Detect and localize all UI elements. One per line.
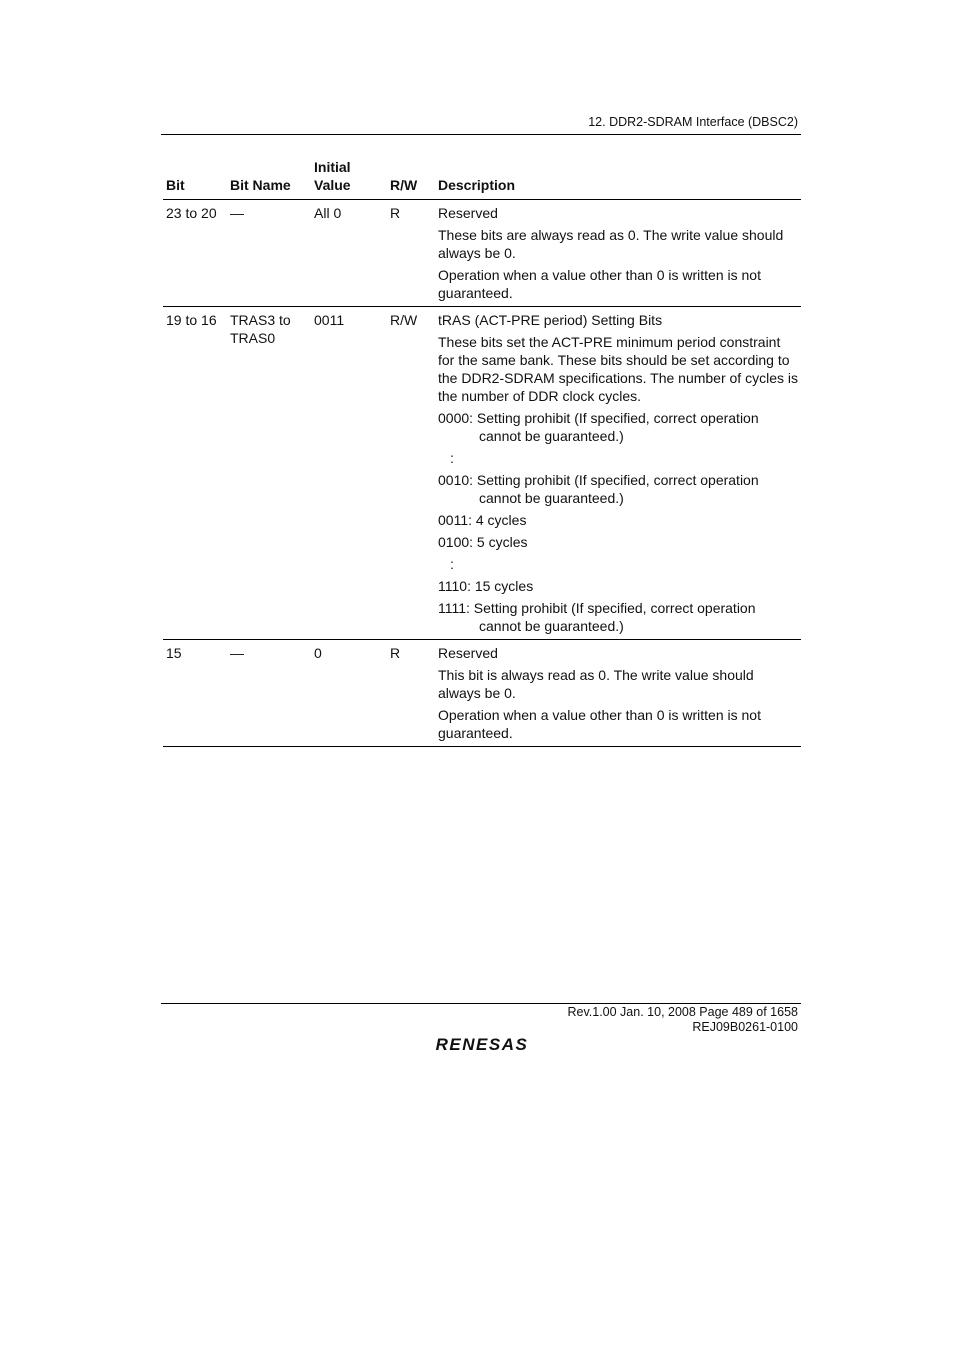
- desc-ellipsis: :: [450, 450, 454, 466]
- desc-line: Reserved: [438, 645, 498, 661]
- renesas-logo-text: RENESAS: [435, 1035, 529, 1054]
- desc-setting-item: 1110: 15 cycles: [438, 578, 534, 594]
- cell-rw: R/W: [387, 307, 435, 640]
- table-row: [163, 640, 801, 747]
- table-row: [163, 200, 801, 307]
- desc-line: Operation when a value other than 0 is written is not guaranteed.: [438, 267, 761, 301]
- desc-line: Reserved: [438, 205, 498, 221]
- desc-line: tRAS (ACT-PRE period) Setting Bits: [438, 312, 663, 328]
- col-rw: R/W: [387, 152, 435, 200]
- cell-initial: 0: [311, 640, 387, 747]
- cell-bit-name: —: [227, 200, 311, 307]
- col-description: Description: [435, 152, 801, 200]
- document-number: REJ09B0261-0100: [692, 1020, 798, 1034]
- cell-bit-name: TRAS3 to TRAS0: [227, 307, 311, 640]
- desc-setting-item: 0000: Setting prohibit (If specified, correct operation cannot be guaranteed.): [438, 410, 759, 444]
- col-initial-bottom: Value: [314, 177, 351, 193]
- cell-bit: 23 to 20: [163, 200, 227, 307]
- cell-rw: R: [387, 640, 435, 747]
- running-header: 12. DDR2-SDRAM Interface (DBSC2): [588, 115, 798, 129]
- desc-ellipsis: :: [450, 556, 454, 572]
- desc-setting-item: 1111: Setting prohibit (If specified, correct operation cannot be guaranteed.): [438, 600, 756, 634]
- header-rule: [161, 134, 801, 135]
- desc-line: This bit is always read as 0. The write value should always be 0.: [438, 667, 754, 701]
- desc-setting-item: 0011: 4 cycles: [438, 512, 527, 528]
- renesas-logo: [422, 1034, 542, 1054]
- cell-description: [435, 200, 801, 307]
- table-header-row: [163, 152, 801, 200]
- cell-rw: R: [387, 200, 435, 307]
- col-bit-name: Bit Name: [227, 152, 311, 200]
- col-initial-top: Initial: [314, 159, 351, 175]
- col-initial-value: [311, 152, 387, 200]
- desc-line: These bits set the ACT-PRE minimum period constraint for the same bank. These bits should be set according to the DDR2-SDRAM specifications. The number of cycles is the number of DDR clock cycles.: [438, 334, 798, 404]
- cell-bit: 15: [163, 640, 227, 747]
- desc-setting-item: 0010: Setting prohibit (If specified, correct operation cannot be guaranteed.): [438, 472, 759, 506]
- cell-description: [435, 640, 801, 747]
- cell-initial: All 0: [311, 200, 387, 307]
- revision-info: Rev.1.00 Jan. 10, 2008 Page 489 of 1658: [567, 1005, 798, 1019]
- cell-description: [435, 307, 801, 640]
- desc-line: These bits are always read as 0. The write value should always be 0.: [438, 227, 784, 261]
- desc-line: Operation when a value other than 0 is written is not guaranteed.: [438, 707, 761, 741]
- cell-initial: 0011: [311, 307, 387, 640]
- cell-bit-name: —: [227, 640, 311, 747]
- table-row: [163, 307, 801, 640]
- register-bit-table: [163, 152, 801, 747]
- col-bit: Bit: [163, 152, 227, 200]
- footer-rule: [161, 1003, 801, 1004]
- desc-setting-item: 0100: 5 cycles: [438, 534, 528, 550]
- cell-bit: 19 to 16: [163, 307, 227, 640]
